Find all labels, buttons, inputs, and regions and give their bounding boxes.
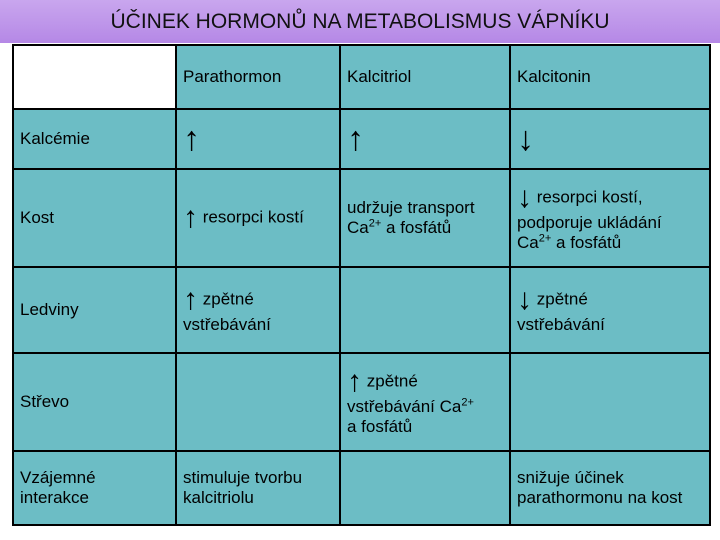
page-title: ÚČINEK HORMONŮ NA METABOLISMUS VÁPNÍKU xyxy=(0,0,720,43)
cell-text-word: zpětné xyxy=(202,289,254,309)
cell-strevo-kalcitriol xyxy=(340,353,510,451)
arrow-up-icon: ↑ xyxy=(183,120,200,158)
ion-charge: 2+ xyxy=(461,396,474,409)
cell-strevo-parathormon xyxy=(176,353,340,451)
cell-kost-kalcitriol xyxy=(340,169,510,267)
cell-kost-parathormon xyxy=(176,169,340,267)
cell-kalcemie-parathormon xyxy=(176,109,340,169)
cell-text xyxy=(517,183,703,213)
column-header-kalcitriol: Kalcitriol xyxy=(340,45,510,109)
cell-text xyxy=(347,367,503,397)
cell-text xyxy=(347,397,503,417)
cell-kalcemie-kalcitonin xyxy=(510,109,710,169)
ion-charge: 2+ xyxy=(538,232,552,245)
table-row-kalcemie xyxy=(13,109,710,169)
table-row-interakce xyxy=(13,451,710,525)
arrow-up-icon: ↑ xyxy=(183,283,198,316)
cell-interakce-parathormon: stimuluje tvorbu kalcitriolu xyxy=(176,451,340,525)
row-header-ledviny: Ledviny xyxy=(13,267,176,353)
cell-text-line2: podporuje ukládání xyxy=(517,213,662,232)
cell-text xyxy=(347,218,503,238)
cell-text-line3: a fosfátů xyxy=(347,417,413,436)
cell-strevo-kalcitonin xyxy=(510,353,710,451)
arrow-up-icon: ↑ xyxy=(347,365,362,398)
arrow-down-icon: ↓ xyxy=(517,181,532,214)
arrow-up-icon: ↑ xyxy=(183,201,198,234)
ion-symbol: Ca xyxy=(517,233,539,252)
cell-ledviny-kalcitonin xyxy=(510,267,710,353)
column-header-parathormon: Parathormon xyxy=(176,45,340,109)
table-header-row xyxy=(13,45,710,109)
corner-cell xyxy=(13,45,176,109)
cell-text-rest: a fosfátů xyxy=(386,218,452,237)
cell-text-line2: vstřebávání xyxy=(183,315,271,334)
cell-interakce-kalcitriol xyxy=(340,451,510,525)
table-row-ledviny xyxy=(13,267,710,353)
ion-symbol: Ca xyxy=(347,218,369,237)
row-header-kalcemie: Kalcémie xyxy=(13,109,176,169)
cell-ledviny-kalcitriol xyxy=(340,267,510,353)
ion-charge: 2+ xyxy=(368,217,382,230)
cell-text xyxy=(517,285,703,315)
row-header-strevo: Střevo xyxy=(13,353,176,451)
cell-text-word: zpětné xyxy=(366,371,418,391)
cell-text-line1: resorpci kostí, xyxy=(536,187,643,207)
row-header-kost: Kost xyxy=(13,169,176,267)
cell-interakce-kalcitonin: snižuje účinek parathormonu na kost xyxy=(510,451,710,525)
cell-text-line2: vstřebávání xyxy=(517,315,605,334)
hormone-effects-table xyxy=(12,44,711,526)
cell-text-line2: vstřebávání Ca xyxy=(347,397,462,416)
cell-text-word: zpětné xyxy=(536,289,588,309)
cell-text xyxy=(517,233,703,253)
arrow-down-icon: ↓ xyxy=(517,283,532,316)
cell-text: resorpci kostí xyxy=(202,207,304,227)
table-row-strevo xyxy=(13,353,710,451)
cell-text-rest: a fosfátů xyxy=(556,233,622,252)
cell-text: udržuje transport xyxy=(347,198,475,217)
arrow-down-icon: ↓ xyxy=(517,120,534,158)
cell-kost-kalcitonin xyxy=(510,169,710,267)
arrow-up-icon: ↑ xyxy=(347,120,364,158)
cell-ledviny-parathormon xyxy=(176,267,340,353)
row-header-interakce: Vzájemné interakce xyxy=(13,451,176,525)
cell-kalcemie-kalcitriol xyxy=(340,109,510,169)
column-header-kalcitonin: Kalcitonin xyxy=(510,45,710,109)
table-row-kost xyxy=(13,169,710,267)
cell-text xyxy=(183,285,333,315)
